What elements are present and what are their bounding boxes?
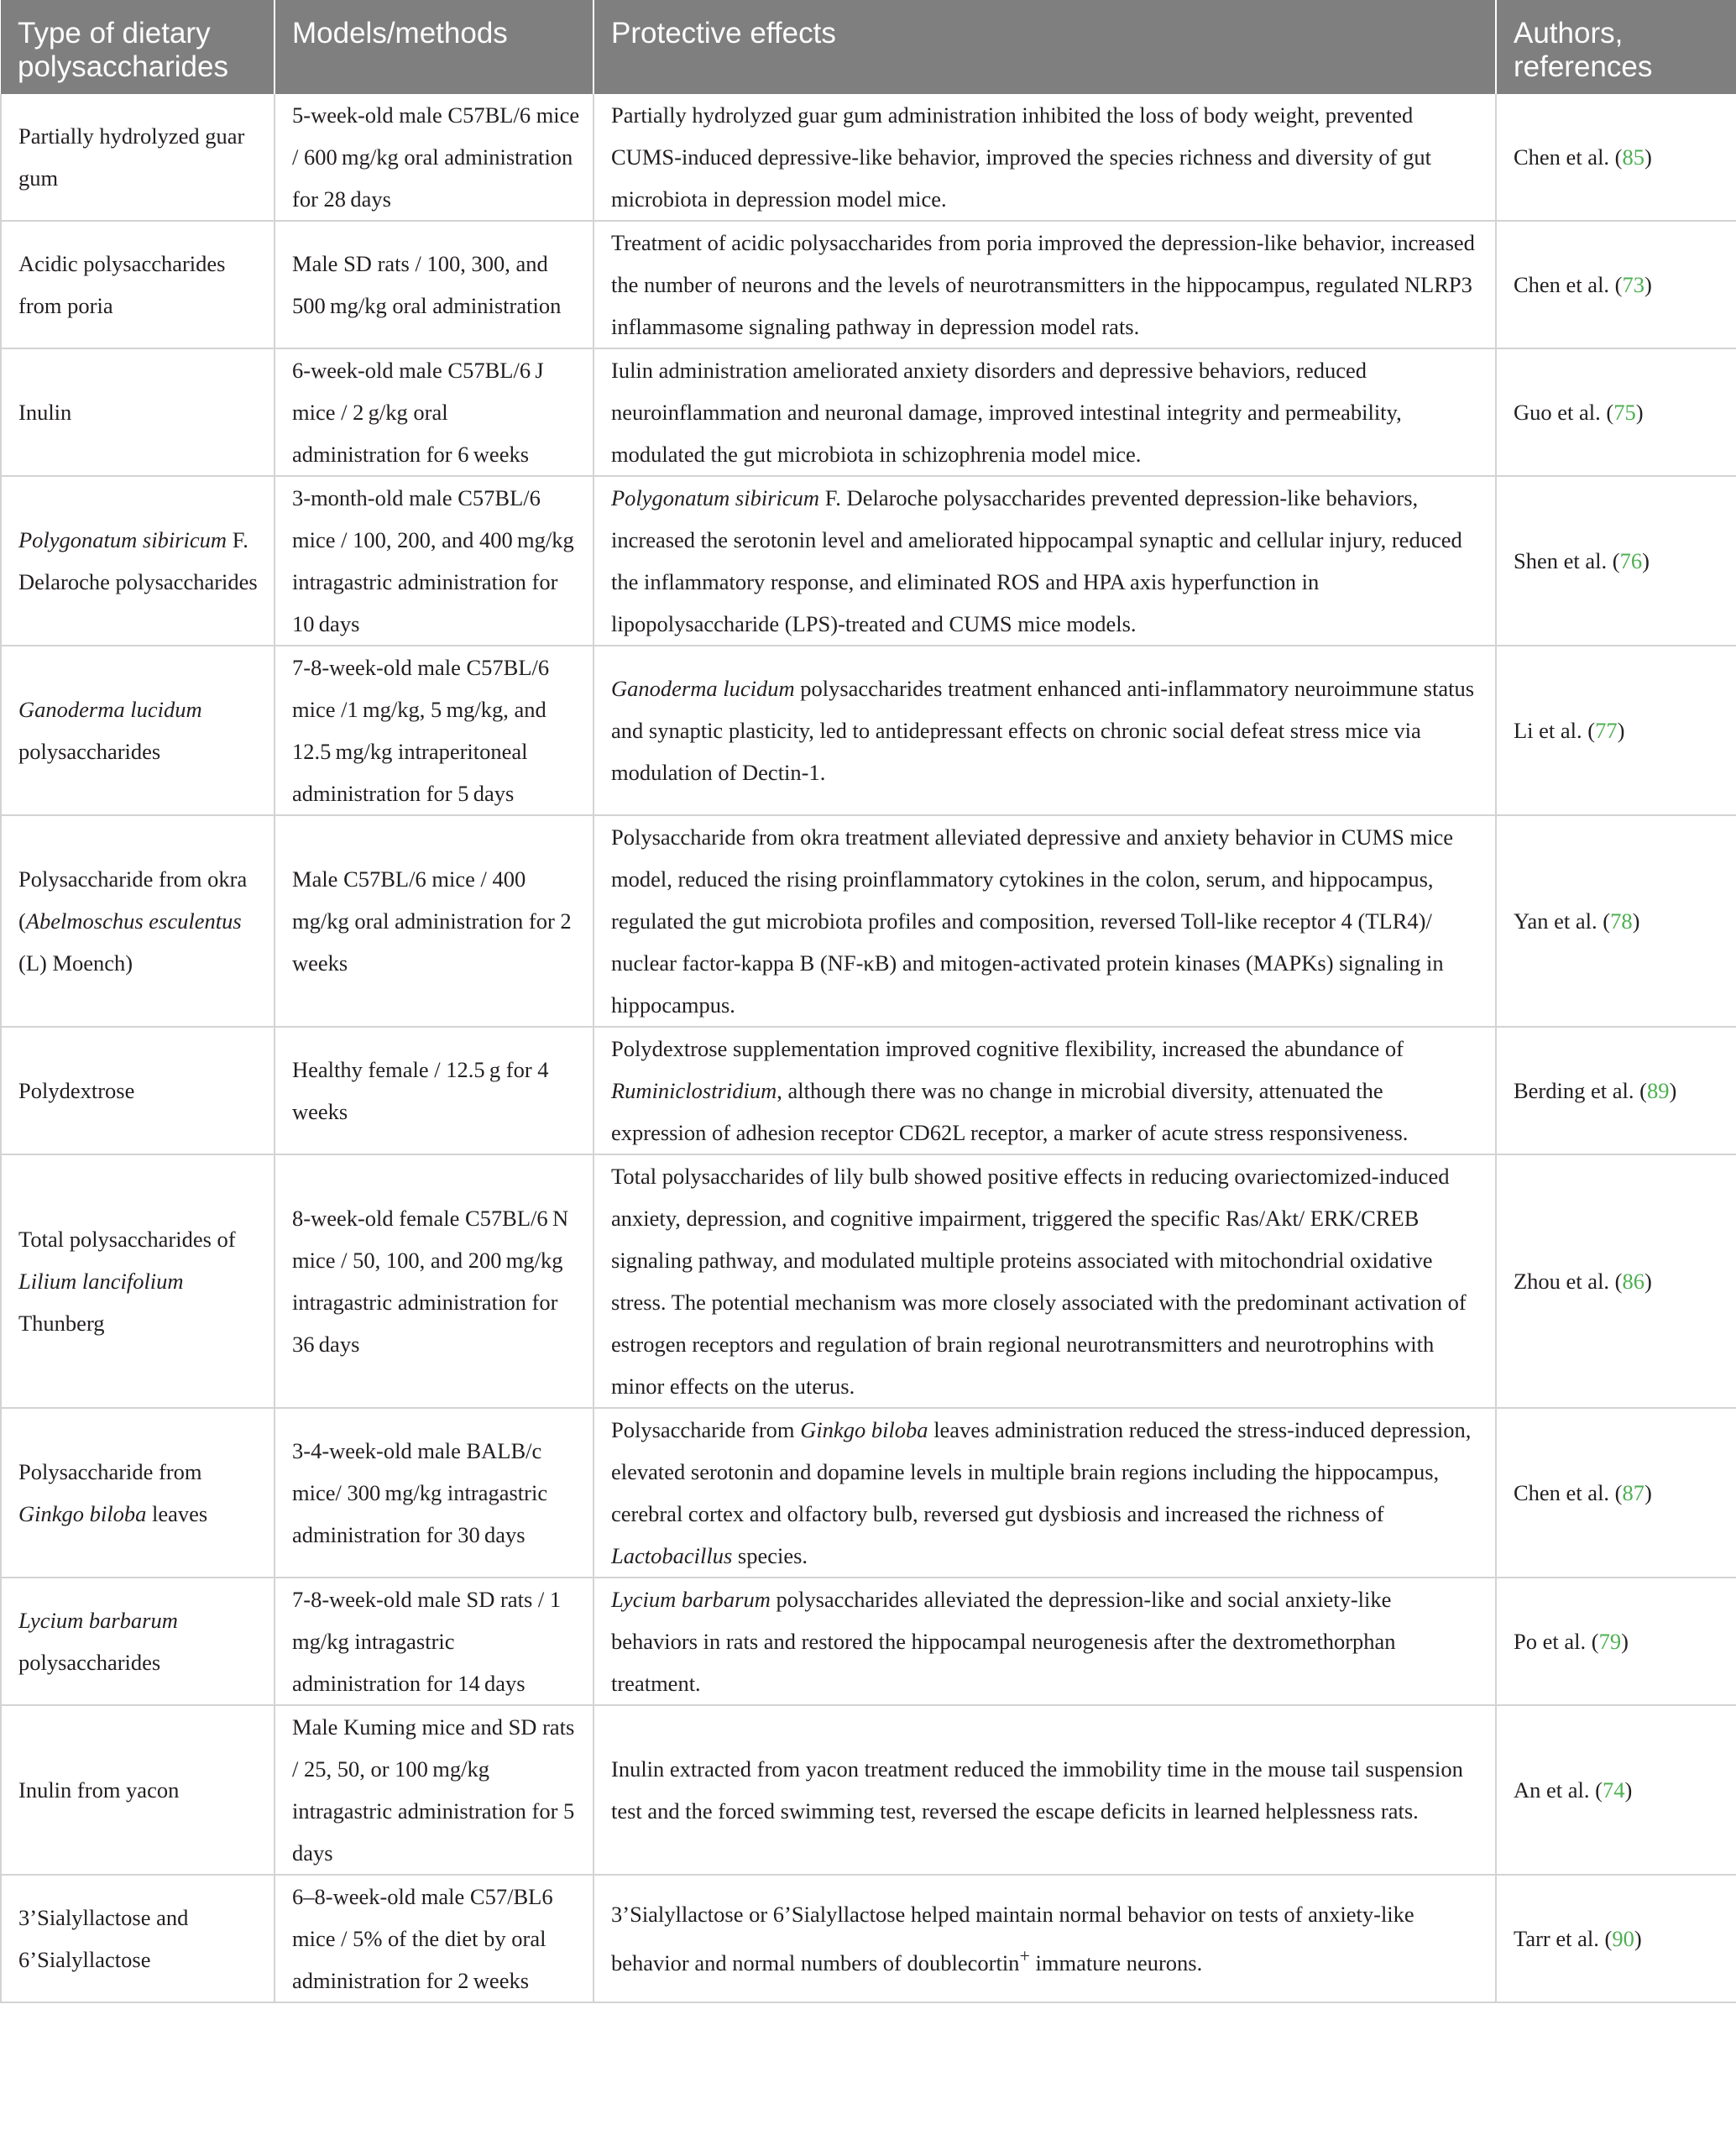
cell-model: Male SD rats / 100, 300, and 500 mg/kg oral administration [275,221,593,348]
text-segment: polysaccharides alleviated the depression-like and social anxiety-like behaviors in rats and restored the hippocampal neurogenesis after the dextromethorphan treatment. [611,1587,1396,1696]
table-row [1,1875,1736,2002]
closing-paren: ) [1617,718,1625,743]
italic-term: Lilium lancifolium [18,1269,184,1294]
cell-type [1,476,275,646]
text-segment: Total polysaccharides of [18,1227,236,1252]
cell-author [1496,1408,1736,1578]
closing-paren: ) [1642,548,1650,573]
closing-paren: ) [1644,144,1652,170]
reference-link[interactable]: 75 [1613,400,1636,425]
text-segment: F. Delaroche polysaccharides [18,527,258,594]
superscript: + [1019,1945,1030,1967]
text-segment: F. Delaroche polysaccharides prevented depression-like behaviors, increased the serotonin level and ameliorated hippocampal synaptic and cellular injury, reduced the inflammatory response, and eliminated ROS and HPA axis hyperfunction in lipopolysaccharide (LPS)-treated and CUMS mice models. [611,485,1462,636]
text-segment: Partially hydrolyzed guar gum administration inhibited the loss of body weight, prevented CUMS-induced depressive-like behavior, improved the species richness and diversity of gut microbiota in depression model mice. [611,102,1431,212]
author-name: Po et al. ( [1514,1629,1599,1654]
text-segment: Polysaccharide from okra treatment alleviated depressive and anxiety behavior in CUMS mice model, reduced the rising proinflammatory cytokines in the colon, serum, and hippocampus, regulated the gut microbiota profiles and composition, reversed Toll-like receptor 4 (TLR4)/ nuclear factor-kappa B (NF-κB) and mitogen-activated protein kinases (MAPKs) signaling in hippocampus. [611,824,1453,1018]
cell-model: Healthy female / 12.5 g for 4 weeks [275,1027,593,1154]
cell-type [1,1154,275,1408]
cell-author [1496,1578,1736,1705]
reference-link[interactable]: 78 [1610,908,1633,934]
cell-author [1496,1154,1736,1408]
text-segment: (L) Moench) [18,950,133,976]
text-segment: , although there was no change in microbial diversity, attenuated the expression of adhesion receptor CD62L receptor, a marker of acute stress responsiveness. [611,1078,1409,1145]
cell-effects [593,1875,1496,2002]
cell-model: 6–8-week-old male C57/BL6 mice / 5% of the diet by oral administration for 2 weeks [275,1875,593,2002]
text-segment: Polydextrose [18,1078,135,1103]
cell-type [1,1705,275,1875]
cell-author [1496,348,1736,476]
cell-effects [593,221,1496,348]
header-authors: Authors, references [1496,0,1736,94]
closing-paren: ) [1621,1629,1629,1654]
cell-effects [593,476,1496,646]
header-effects: Protective effects [593,0,1496,94]
closing-paren: ) [1632,908,1640,934]
cell-author [1496,1705,1736,1875]
text-segment: Iulin administration ameliorated anxiety disorders and depressive behaviors, reduced neuroinflammation and neuronal damage, improved intestinal integrity and permeability, modulated the gut microbiota in schizophrenia model mice. [611,358,1402,467]
closing-paren: ) [1634,1926,1642,1951]
cell-type [1,1027,275,1154]
text-segment: Inulin extracted from yacon treatment reduced the immobility time in the mouse tail suspension test and the forced swimming test, reversed the escape deficits in learned helplessness rats. [611,1756,1463,1824]
header-row [1,0,1736,94]
text-segment: 3’Sialyllactose or 6’Sialyllactose helped maintain normal behavior on tests of anxiety-like behavior and normal numbers of doublecortin [611,1902,1414,1975]
text-segment: Polysaccharide from okra ( [18,866,248,934]
table-body [1,94,1736,2002]
italic-term: Polygonatum sibiricum [611,485,820,510]
italic-term: Ginkgo biloba [800,1417,928,1442]
table-row [1,476,1736,646]
closing-paren: ) [1624,1777,1633,1803]
cell-type [1,94,275,221]
author-name: Chen et al. ( [1514,144,1623,170]
table-row [1,1408,1736,1578]
reference-link[interactable]: 90 [1612,1926,1634,1951]
reference-link[interactable]: 86 [1622,1269,1645,1294]
italic-term: Abelmoschus esculentus [25,908,242,934]
cell-author [1496,476,1736,646]
italic-term: Ganoderma lucidum [18,697,202,722]
cell-author [1496,1027,1736,1154]
reference-link[interactable]: 89 [1646,1078,1670,1103]
cell-type [1,1875,275,2002]
text-segment: polysaccharides [18,739,161,764]
cell-effects [593,348,1496,476]
author-name: Zhou et al. ( [1514,1269,1623,1294]
closing-paren: ) [1644,1269,1652,1294]
author-name: Yan et al. ( [1514,908,1611,934]
text-segment: polysaccharides [18,1650,161,1675]
table-row [1,1705,1736,1875]
reference-link[interactable]: 87 [1622,1480,1645,1505]
cell-author [1496,1875,1736,2002]
cell-author [1496,646,1736,815]
reference-link[interactable]: 73 [1622,272,1645,297]
cell-author [1496,94,1736,221]
cell-type [1,815,275,1027]
header-models: Models/methods [275,0,593,94]
cell-model: 3-4-week-old male BALB/c mice/ 300 mg/kg intragastric administration for 30 days [275,1408,593,1578]
cell-model: Male C57BL/6 mice / 400 mg/kg oral administration for 2 weeks [275,815,593,1027]
cell-author [1496,815,1736,1027]
text-segment: species. [732,1543,808,1568]
cell-type [1,1578,275,1705]
text-segment: polysaccharides treatment enhanced anti-inflammatory neuroimmune status and synaptic plasticity, led to antidepressant effects on chronic social defeat stress mice via modulation of Dectin-1. [611,676,1475,785]
italic-term: Ginkgo biloba [18,1501,147,1526]
closing-paren: ) [1644,1480,1652,1505]
closing-paren: ) [1644,272,1652,297]
cell-model: 3-month-old male C57BL/6 mice / 100, 200, and 400 mg/kg intragastric administration for 10 days [275,476,593,646]
table-row [1,646,1736,815]
text-segment: Total polysaccharides of lily bulb showed positive effects in reducing ovariectomized-induced anxiety, depression, and cognitive impairment, triggered the specific Ras/Akt/ ERK/CREB signaling pathway, and modulated multiple proteins associated with mitochondrial oxidative stress. The potential mechanism was more closely associated with the predominant activation of estrogen receptors and regulation of brain regional neurotransmitters and neurotrophins with minor effects on the uterus. [611,1164,1467,1399]
text-segment: Acidic polysaccharides from poria [18,251,226,318]
author-name: Li et al. ( [1514,718,1596,743]
author-name: Guo et al. ( [1514,400,1614,425]
table-row [1,815,1736,1027]
reference-link[interactable]: 85 [1622,144,1645,170]
header-type: Type of dietary polysaccharides [1,0,275,94]
author-name: An et al. ( [1514,1777,1603,1803]
text-segment: immature neurons. [1029,1949,1203,1975]
cell-model: 7-8-week-old male C57BL/6 mice /1 mg/kg, 5 mg/kg, and 12.5 mg/kg intraperitoneal administration for 5 days [275,646,593,815]
cell-author [1496,221,1736,348]
table-header [1,0,1736,94]
author-name: Chen et al. ( [1514,272,1623,297]
cell-type [1,221,275,348]
cell-model: 6-week-old male C57BL/6 J mice / 2 g/kg oral administration for 6 weeks [275,348,593,476]
cell-type [1,646,275,815]
text-segment: leaves administration reduced the stress-induced depression, elevated serotonin and dopamine levels in multiple brain regions including the hippocampus, cerebral cortex and olfactory bulb, reversed gut dysbiosis and increased the richness of [611,1417,1472,1526]
cell-effects [593,1408,1496,1578]
reference-link[interactable]: 76 [1619,548,1643,573]
cell-effects [593,646,1496,815]
reference-link[interactable]: 74 [1602,1777,1625,1803]
cell-effects [593,1154,1496,1408]
closing-paren: ) [1669,1078,1677,1103]
author-name: Chen et al. ( [1514,1480,1623,1505]
cell-effects [593,1578,1496,1705]
italic-term: Lactobacillus [611,1543,733,1568]
italic-term: Polygonatum sibiricum [18,527,227,552]
text-segment: Partially hydrolyzed guar gum [18,123,245,191]
cell-type [1,1408,275,1578]
text-segment: Treatment of acidic polysaccharides from poria improved the depression-like behavior, increased the number of neurons and the levels of neurotransmitters in the hippocampus, regulated NLRP3 inflammasome signaling pathway in depression model rats. [611,230,1475,339]
cell-effects [593,1027,1496,1154]
text-segment: Inulin from yacon [18,1777,180,1803]
table-row [1,348,1736,476]
cell-effects [593,1705,1496,1875]
reference-link[interactable]: 79 [1598,1629,1622,1654]
reference-link[interactable]: 77 [1595,718,1618,743]
table-row [1,1578,1736,1705]
cell-model: 7-8-week-old male SD rats / 1 mg/kg intragastric administration for 14 days [275,1578,593,1705]
cell-model: 8-week-old female C57BL/6 N mice / 50, 100, and 200 mg/kg intragastric administration for 36 days [275,1154,593,1408]
cell-effects [593,94,1496,221]
text-segment: Polydextrose supplementation improved cognitive flexibility, increased the abundance of [611,1036,1404,1061]
table-row [1,1154,1736,1408]
closing-paren: ) [1635,400,1644,425]
table-row [1,94,1736,221]
table-row [1,1027,1736,1154]
author-name: Shen et al. ( [1514,548,1620,573]
italic-term: Lycium barbarum [18,1608,178,1633]
table-row [1,221,1736,348]
text-segment: Polysaccharide from [611,1417,801,1442]
text-segment: 3’Sialyllactose and 6’Sialyllactose [18,1905,189,1972]
cell-model: 5-week-old male C57BL/6 mice / 600 mg/kg oral administration for 28 days [275,94,593,221]
italic-term: Ganoderma lucidum [611,676,795,701]
cell-effects [593,815,1496,1027]
author-name: Berding et al. ( [1514,1078,1647,1103]
author-name: Tarr et al. ( [1514,1926,1613,1951]
text-segment: Inulin [18,400,72,425]
cell-type [1,348,275,476]
text-segment: Polysaccharide from [18,1459,202,1484]
italic-term: Ruminiclostridium [611,1078,777,1103]
cell-model: Male Kuming mice and SD rats / 25, 50, or 100 mg/kg intragastric administration for 5 days [275,1705,593,1875]
text-segment: leaves [146,1501,208,1526]
italic-term: Lycium barbarum [611,1587,771,1612]
text-segment: Thunberg [18,1311,105,1336]
